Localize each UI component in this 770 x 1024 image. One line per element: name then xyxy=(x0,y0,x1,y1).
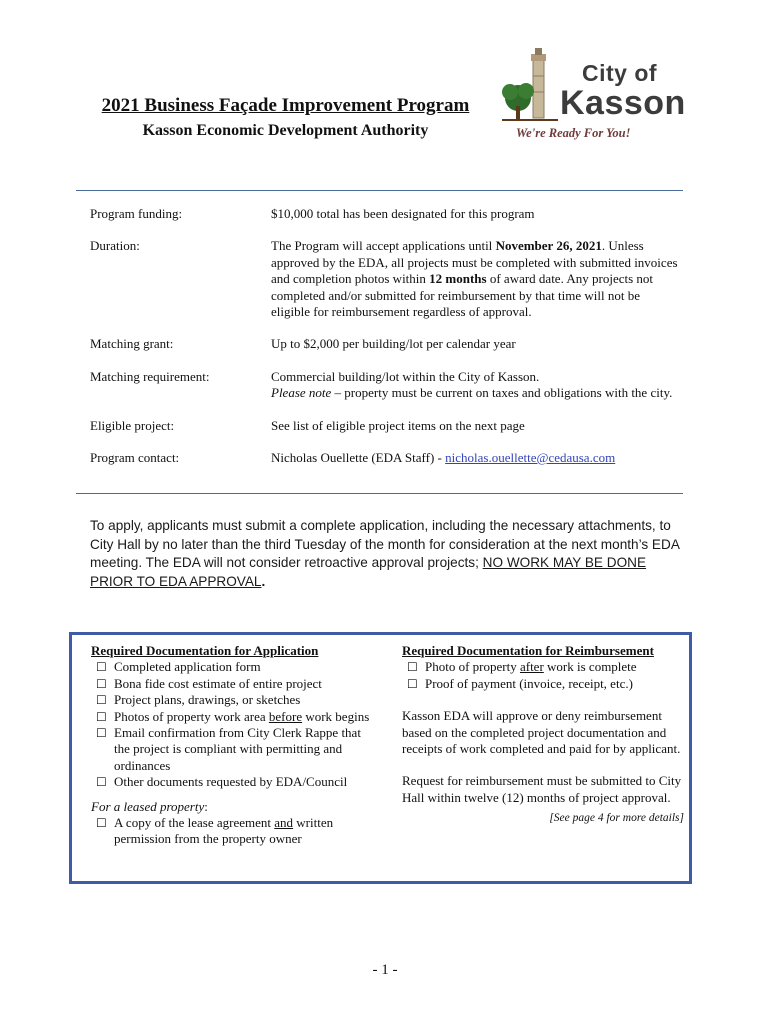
detail-row-funding xyxy=(90,206,680,222)
reimbursement-docs xyxy=(402,643,684,827)
leased-property-label: For a leased property: xyxy=(91,798,208,814)
detail-row-eligible-project xyxy=(90,418,680,434)
documentation-box xyxy=(69,632,692,884)
list-item: ☐ Completed application form xyxy=(91,659,373,675)
document-title: 2021 Business Façade Improvement Program xyxy=(101,95,470,116)
checkbox-icon: ☐ xyxy=(96,775,107,790)
checkbox-icon: ☐ xyxy=(96,693,107,708)
logo-name-text: Kasson xyxy=(560,84,686,122)
detail-label: Matching grant: xyxy=(90,336,174,352)
detail-row-matching-requirement xyxy=(90,369,680,402)
checkbox-icon: ☐ xyxy=(407,676,418,691)
approval-paragraph: Kasson EDA will approve or deny reimbursement based on the completed project documentation and receipts of work completed and paid for by applicant. xyxy=(402,708,681,757)
list-item: ☐ Other documents requested by EDA/Council xyxy=(91,774,373,790)
detail-row-duration xyxy=(90,238,680,320)
city-logo xyxy=(500,44,685,144)
detail-row-matching-grant xyxy=(90,336,680,352)
see-page-note: [See page 4 for more details] xyxy=(549,812,684,825)
list-item: ☐ A copy of the lease agreement and written permission from the property owner xyxy=(91,815,373,848)
no-work-warning: NO WORK MAY BE DONE PRIOR TO EDA APPROVAL xyxy=(90,555,647,589)
checkbox-icon: ☐ xyxy=(407,660,418,675)
list-item: ☐ Photo of property after work is complete xyxy=(402,659,684,675)
apply-instructions: To apply, applicants must submit a complete application, including the necessary attachments, to City Hall by no later than the third Tuesday of the month for consideration at the next month’s EDA meeting. The EDA will not consider retroactive approval projects; NO WORK MAY BE DONE PRIOR TO EDA APPROVAL. xyxy=(90,518,680,589)
document-header xyxy=(88,94,483,142)
checkbox-icon: ☐ xyxy=(96,816,107,831)
document-subtitle: Kasson Economic Development Authority xyxy=(142,122,429,139)
detail-label: Program contact: xyxy=(90,450,180,466)
detail-value: Commercial building/lot within the City of Kasson. Please note – property must be current on taxes and obligations with the city. xyxy=(271,368,673,401)
checkbox-icon: ☐ xyxy=(96,660,107,675)
page-number: - 1 - xyxy=(372,962,398,978)
detail-label: Eligible project: xyxy=(90,417,175,433)
list-item: ☐ Photos of property work area before work begins xyxy=(91,709,373,725)
list-item: ☐ Proof of payment (invoice, receipt, etc.) xyxy=(402,676,684,692)
contact-email-link[interactable]: nicholas.ouellette@cedausa.com xyxy=(445,450,616,466)
checkbox-icon: ☐ xyxy=(96,726,107,741)
detail-value: See list of eligible project items on the next page xyxy=(271,417,525,433)
bottom-divider xyxy=(76,493,683,494)
reimbursement-docs-heading: Required Documentation for Reimbursement xyxy=(402,643,654,658)
checkbox-icon: ☐ xyxy=(96,676,107,691)
application-docs-heading: Required Documentation for Application xyxy=(91,643,319,658)
list-item: ☐ Bona fide cost estimate of entire project xyxy=(91,676,373,692)
logo-city-text: City of xyxy=(582,60,658,86)
detail-value: Nicholas Ouellette (EDA Staff) - nicholas.ouellette@cedausa.com xyxy=(271,450,616,466)
application-docs xyxy=(91,643,373,848)
list-item: ☐ Project plans, drawings, or sketches xyxy=(91,692,373,708)
detail-value: Up to $2,000 per building/lot per calendar year xyxy=(271,336,516,352)
detail-value: The Program will accept applications until November 26, 2021. Unless approved by the EDA, all projects must be completed with submitted invoices and completion photos within 12 months of award date. Any projects not completed and/or submitted for reimbursement by that time will not be eligible for reimbursement regardless of approval. xyxy=(271,238,678,320)
detail-value: $10,000 total has been designated for this program xyxy=(271,206,535,221)
list-item: ☐ Email confirmation from City Clerk Rappe that the project is compliant with permitting and ordinances xyxy=(91,725,373,774)
detail-row-program-contact xyxy=(90,450,680,466)
program-details xyxy=(90,206,680,466)
detail-label: Program funding: xyxy=(90,206,183,221)
detail-label: Duration: xyxy=(90,238,140,254)
top-divider xyxy=(76,190,683,191)
logo-tagline: We're Ready For You! xyxy=(516,126,631,140)
checkbox-icon: ☐ xyxy=(96,709,107,724)
detail-label: Matching requirement: xyxy=(90,368,210,384)
request-paragraph: Request for reimbursement must be submitted to City Hall within twelve (12) months of project approval. xyxy=(402,773,682,805)
lighthouse-tree-icon xyxy=(500,46,560,126)
